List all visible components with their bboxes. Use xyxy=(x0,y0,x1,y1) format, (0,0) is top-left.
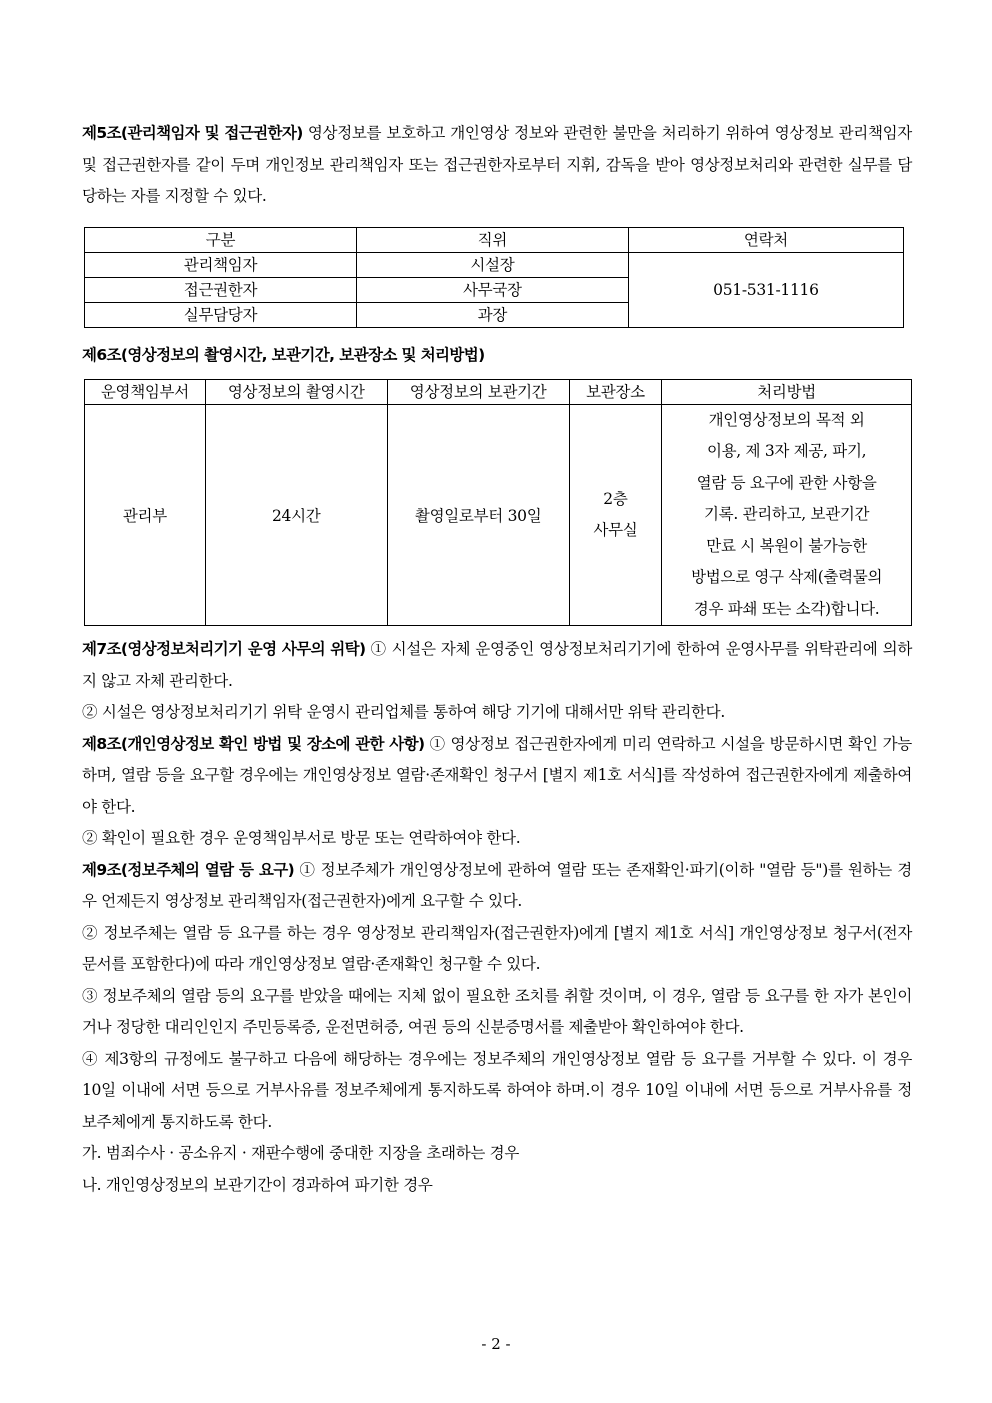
table-header-cell: 연락처 xyxy=(628,227,903,252)
place-line: 사무실 xyxy=(593,520,638,539)
table-header-cell: 보관장소 xyxy=(569,379,662,404)
method-line: 열람 등 요구에 관한 사항을 xyxy=(696,473,877,492)
table-header-row xyxy=(85,227,904,252)
method-line: 개인영상정보의 목적 외 xyxy=(708,410,865,429)
video-info-table xyxy=(84,379,912,627)
method-line: 이용, 제 3자 제공, 파기, xyxy=(706,442,867,460)
table-header-row xyxy=(85,379,912,404)
article-8-p1 xyxy=(82,729,912,824)
table-cell: 접근권한자 xyxy=(85,277,357,302)
method-cell xyxy=(662,404,912,626)
article-7-p1 xyxy=(82,634,912,697)
article-9-p4: ④ 제3항의 규정에도 불구하고 다음에 해당하는 경우에는 정보주체의 개인영상정보 열람 등 요구를 거부할 수 있다. 이 경우 10일 이내에 서면 등으로 거부사유를 정보주체에게 통지하도록 하여야 하며.이 경우 10일 이내에 서면 등으로 거부사유를 정보주체에게 통지하도록 한다. xyxy=(82,1049,912,1131)
method-line: 기록. 관리하고, 보관기간 xyxy=(703,505,870,523)
article-5-text: 영상정보를 보호하고 개인영상 정보와 관련한 불만을 처리하기 위하여 영상정보 관리책임자 및 접근권한자를 같이 두며 개인정보 관리책임자 또는 접근권한자로부터 지휘, 감독을 받아 영상정보처리와 관련한 실무를 담당하는 자를 지정할 수 있다. xyxy=(82,124,912,205)
place-line: 2층 xyxy=(603,489,628,508)
article-9-p1 xyxy=(82,855,912,918)
table-cell: 사무국장 xyxy=(356,277,628,302)
article-7-title: 제7조(영상정보처리기기 운영 사무의 위탁) xyxy=(82,640,366,658)
page-number: - 2 - xyxy=(481,1335,511,1353)
table-row xyxy=(85,404,912,626)
place-cell xyxy=(569,404,662,626)
article-5 xyxy=(82,118,912,213)
article-8-title: 제8조(개인영상정보 확인 방법 및 장소에 관한 사항) xyxy=(82,734,425,753)
table-header-cell: 직위 xyxy=(356,227,628,252)
paragraph-text: ① 영상정보 접근권한자에게 미리 연락하고 시설을 방문하시면 확인 가능하며, 열람 등을 요구할 경우에는 개인영상정보 열람·존재확인 청구서 [별지 제1호 서식]를 작성하여 접근권한자에게 제출하여야 한다. xyxy=(82,734,912,816)
paragraph-text: ① 시설은 자체 운영중인 영상정보처리기기에 한하여 운영사무를 위탁관리에 의하지 않고 자체 관리한다. xyxy=(82,640,912,690)
table-cell: 실무담당자 xyxy=(85,302,357,327)
document-body xyxy=(82,118,912,1201)
table-header-cell: 처리방법 xyxy=(662,379,912,404)
table-row xyxy=(85,252,904,277)
manager-table xyxy=(84,227,904,328)
article-9-item-b: 나. 개인영상정보의 보관기간이 경과하여 파기한 경우 xyxy=(82,1175,433,1194)
article-9-item-a: 가. 범죄수사 · 공소유지 · 재판수행에 중대한 지장을 초래하는 경우 xyxy=(82,1144,520,1162)
table-cell: 시설장 xyxy=(356,252,628,277)
contact-cell: 051-531-1116 xyxy=(628,252,903,327)
article-9-p3: ③ 정보주체의 열람 등의 요구를 받았을 때에는 지체 없이 필요한 조치를 취할 것이며, 이 경우, 열람 등 요구를 한 자가 본인이거나 정당한 대리인인지 주민등록증, 운전면허증, 여권 등의 신분증명서를 제출받아 확인하여야 한다. xyxy=(82,986,912,1036)
article-7-p2: ② 시설은 영상정보처리기기 위탁 운영시 관리업체를 통하여 해당 기기에 대해서만 위탁 관리한다. xyxy=(82,703,725,721)
method-line: 만료 시 복원이 불가능한 xyxy=(706,536,867,555)
table-header-cell: 운영책임부서 xyxy=(85,379,206,404)
method-line: 방법으로 영구 삭제(출력물의 xyxy=(691,568,883,586)
table-header-cell: 영상정보의 보관기간 xyxy=(387,379,569,404)
article-9-title: 제9조(정보주체의 열람 등 요구) xyxy=(82,860,295,879)
article-9-p2: ② 정보주체는 열람 등 요구를 하는 경우 영상정보 관리책임자(접근권한자)에게 [별지 제1호 서식] 개인영상정보 청구서(전자문서를 포함한다)에 따라 개인영상정보 열람·존재확인 청구할 수 있다. xyxy=(82,923,912,973)
dept-cell: 관리부 xyxy=(85,404,206,626)
article-6-title: 제6조(영상정보의 촬영시간, 보관기간, 보관장소 및 처리방법) xyxy=(82,345,485,364)
hours-cell: 24시간 xyxy=(205,404,387,626)
period-cell: 촬영일로부터 30일 xyxy=(387,404,569,626)
table-cell: 과장 xyxy=(356,302,628,327)
article-8-p2: ② 확인이 필요한 경우 운영책임부서로 방문 또는 연락하여야 한다. xyxy=(82,829,521,847)
article-5-title: 제5조(관리책임자 및 접근권한자) xyxy=(82,124,303,142)
table-header-cell: 영상정보의 촬영시간 xyxy=(205,379,387,404)
table-cell: 관리책임자 xyxy=(85,252,357,277)
method-line: 경우 파쇄 또는 소각)합니다. xyxy=(693,599,880,618)
paragraph-text: ① 정보주체가 개인영상정보에 관하여 열람 또는 존재확인·파기(이하 "열람 등")를 원하는 경우 언제든지 영상정보 관리책임자(접근권한자)에게 요구할 수 있다. xyxy=(82,860,912,910)
table-header-cell: 구분 xyxy=(85,227,357,252)
